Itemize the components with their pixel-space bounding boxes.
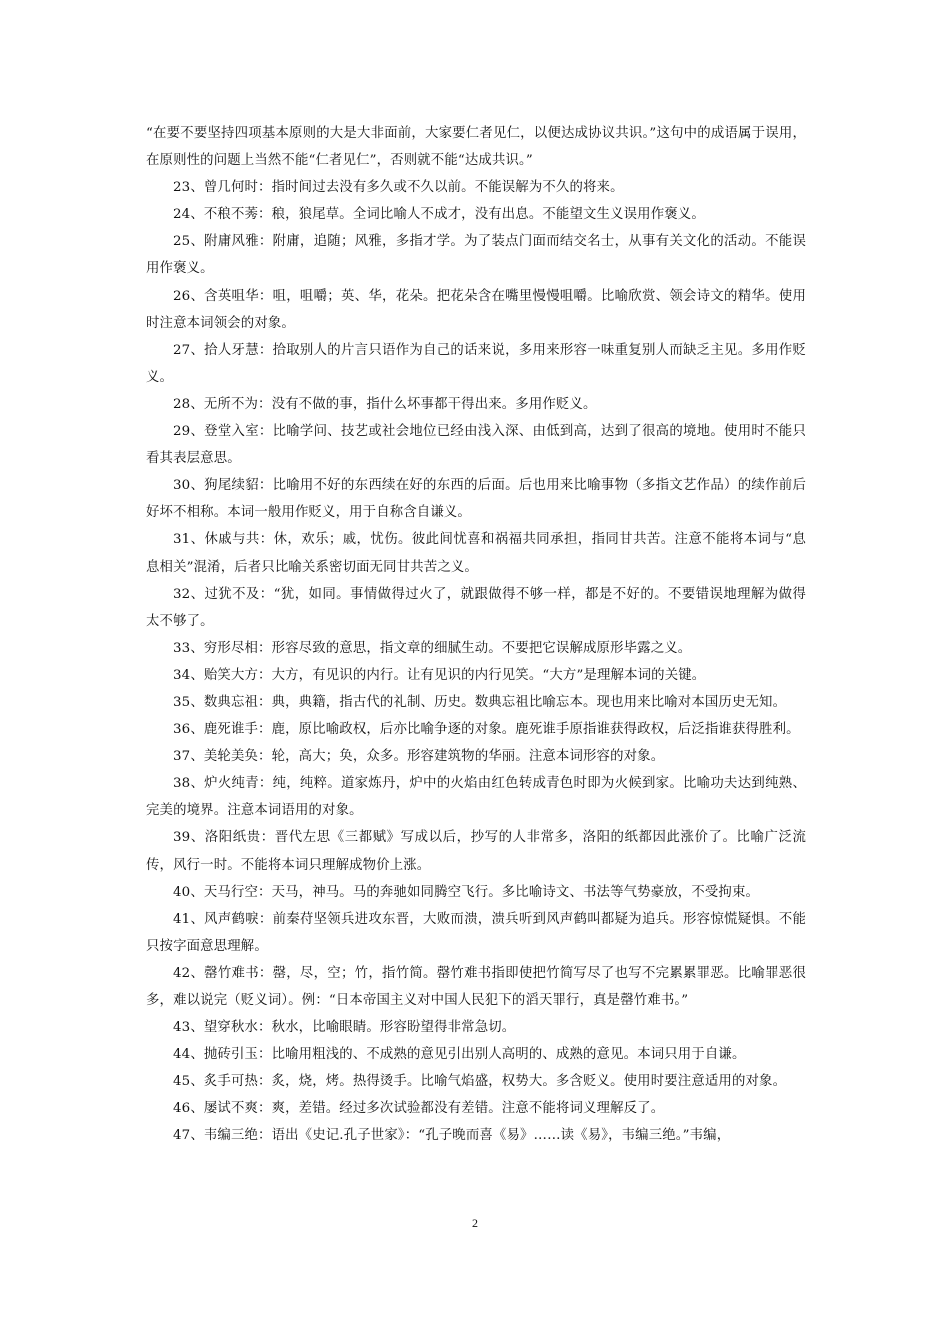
paragraph-item-45: 45、炙手可热：炙，烧，烤。热得烫手。比喻气焰盛，权势大。多含贬义。使用时要注意适用的对象。 (173, 1074, 787, 1090)
paragraph-item-35: 35、数典忘祖：典，典籍，指古代的礼制、历史。数典忘祖比喻忘本。现也用来比喻对本国历史无知。 (173, 694, 787, 710)
paragraph-intro: “在要不要坚持四项基本原则的大是大非面前，大家要仁者见仁，以便达成协议共识。”这句中的成语属于误用，在原则性的问题上当然不能“仁者见仁”，否则就不能“达成共识。” (146, 126, 806, 169)
paragraph-item-38: 38、炉火纯青：纯，纯粹。道家炼丹，炉中的火焰由红色转成青色时即为火候到家。比喻功夫达到纯熟、完美的境界。注意本词语用的对象。 (146, 776, 806, 819)
paragraph-item-34: 34、贻笑大方：大方，有见识的内行。让有见识的内行见笑。“大方”是理解本词的关键。 (173, 667, 706, 683)
paragraph-item-27: 27、拾人牙慧：拾取别人的片言只语作为自己的话来说，多用来形容一味重复别人而缺乏主见。多用作贬义。 (146, 342, 806, 385)
paragraph-item-42: 42、罄竹难书：罄，尽，空；竹，指竹简。罄竹难书指即使把竹简写尽了也写不完累累罪恶。比喻罪恶很多，难以说完（贬义词）。例：“日本帝国主义对中国人民犯下的滔天罪行，真是罄竹难书。” (146, 965, 806, 1008)
paragraph-item-47: 47、韦编三绝：语出《史记.孔子世家》：“孔子晚而喜《易》……读《易》，韦编三绝。”韦编， (173, 1128, 731, 1144)
paragraph-item-40: 40、天马行空：天马，神马。马的奔驰如同腾空飞行。多比喻诗文、书法等气势豪放，不受拘束。 (173, 884, 760, 900)
paragraph-item-46: 46、屡试不爽：爽，差错。经过多次试验都没有差错。注意不能将词义理解反了。 (173, 1101, 665, 1117)
paragraph-item-43: 43、望穿秋水：秋水，比喻眼睛。形容盼望得非常急切。 (173, 1020, 516, 1036)
paragraph-item-29: 29、登堂入室：比喻学问、技艺或社会地位已经由浅入深、由低到高，达到了很高的境地。使用时不能只看其表层意思。 (146, 424, 806, 467)
page-number: 2 (472, 1216, 478, 1230)
document-body (146, 120, 806, 1150)
paragraph-item-44: 44、抛砖引玉：比喻用粗浅的、不成熟的意见引出别人高明的、成熟的意见。本词只用于自谦。 (173, 1047, 746, 1063)
paragraph-item-37: 37、美轮美奂：轮，高大；奂，众多。形容建筑物的华丽。注意本词形容的对象。 (173, 749, 665, 765)
paragraph-item-41: 41、风声鹤唳：前秦苻坚领兵进攻东晋，大败而溃，溃兵听到风声鹤叫都疑为追兵。形容惊慌疑惧。不能只按字面意思理解。 (146, 911, 806, 954)
paragraph-item-32: 32、过犹不及：“犹，如同。事情做得过火了，就跟做得不够一样，都是不好的。不要错误地理解为做得太不够了。 (146, 586, 806, 629)
paragraph-item-23: 23、曾几何时：指时间过去没有多久或不久以前。不能误解为不久的将来。 (173, 180, 624, 196)
paragraph-item-28: 28、无所不为：没有不做的事，指什么坏事都干得出来。多用作贬义。 (173, 396, 597, 412)
paragraph-item-33: 33、穷形尽相：形容尽致的意思，指文章的细腻生动。不要把它误解成原形毕露之义。 (173, 640, 692, 656)
paragraph-item-36: 36、鹿死谁手：鹿，原比喻政权，后亦比喻争逐的对象。鹿死谁手原指谁获得政权，后泛指谁获得胜利。 (173, 722, 800, 738)
paragraph-item-30: 30、狗尾续貂：比喻用不好的东西续在好的东西的后面。后也用来比喻事物（多指文艺作品）的续作前后好坏不相称。本词一般用作贬义，用于自称含自谦义。 (146, 478, 806, 521)
paragraph-item-39: 39、洛阳纸贵：晋代左思《三都赋》写成以后，抄写的人非常多，洛阳的纸都因此涨价了。比喻广泛流传，风行一时。不能将本词只理解成物价上涨。 (146, 830, 806, 873)
paragraph-item-25: 25、附庸风雅：附庸，追随；风雅，多指才学。为了装点门面而结交名士，从事有关文化的活动。不能误用作褒义。 (146, 234, 806, 277)
paragraph-item-26: 26、含英咀华：咀，咀嚼；英、华，花朵。把花朵含在嘴里慢慢咀嚼。比喻欣赏、领会诗文的精华。使用时注意本词领会的对象。 (146, 288, 806, 331)
paragraph-item-31: 31、休戚与共：休，欢乐；戚，忧伤。彼此间忧喜和祸福共同承担，指同甘共苦。注意不能将本词与“息息相关”混淆，后者只比喻关系密切面无同甘共苦之义。 (146, 532, 806, 575)
paragraph-item-24: 24、不稂不莠：稂，狼尾草。全词比喻人不成才，没有出息。不能望文生义误用作褒义。 (173, 207, 705, 223)
